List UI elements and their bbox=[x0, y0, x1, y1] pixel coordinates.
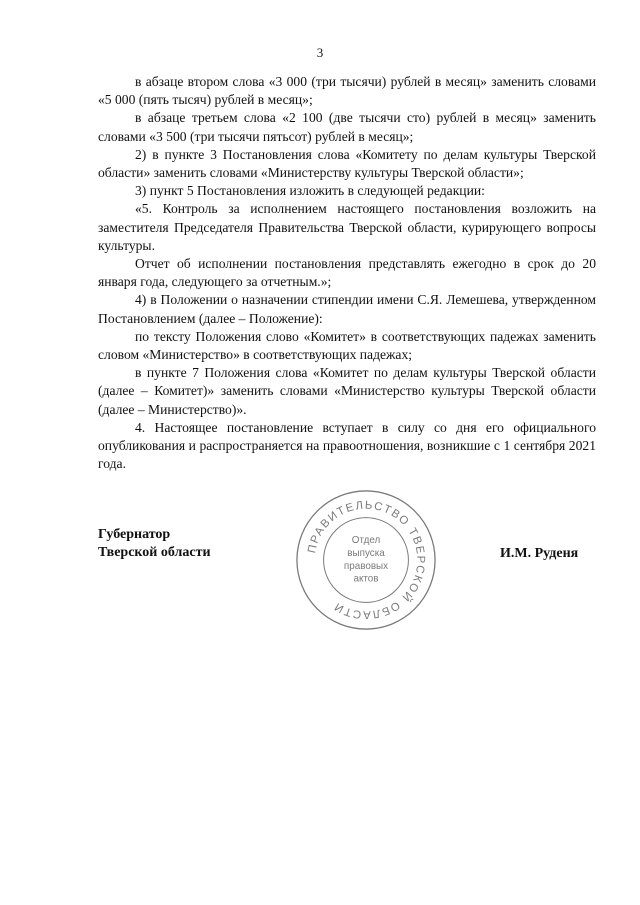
signatory-title-line-2: Тверской области bbox=[98, 545, 211, 560]
paragraph-1: в абзаце втором слова «3 000 (три тысячи) рублей в месяц» заменить словами «5 000 (пять тысяч) рублей в месяц»; bbox=[98, 74, 596, 108]
seal-center-line-1: Отдел bbox=[351, 535, 381, 547]
paragraph-6: Отчет об исполнении постановления представлять ежегодно в срок до 20 января года, следующего за отчетным.»; bbox=[98, 256, 596, 290]
signatory-title bbox=[98, 526, 211, 562]
seal-center-line-3: правовых bbox=[343, 560, 389, 572]
seal-center-line-4: актов bbox=[353, 573, 379, 585]
signatory-title-line-1: Губернатор bbox=[98, 527, 171, 542]
paragraph-2: в абзаце третьем слова «2 100 (две тысячи сто) рублей в месяц» заменить словами «3 500 (три тысячи пятьсот) рублей в месяц»; bbox=[98, 110, 596, 144]
signatory-name: И.М. Руденя bbox=[500, 546, 579, 561]
seal-graphic bbox=[292, 486, 440, 634]
paragraph-10: 4. Настоящее постановление вступает в силу со дня его официального опубликования и распространяется на правоотношения, возникшие с 1 сентября 2021 года. bbox=[98, 419, 596, 472]
paragraph-5: «5. Контроль за исполнением настоящего постановления возложить на заместителя Председателя Правительства Тверской области, курирующего вопросы культуры. bbox=[98, 201, 596, 253]
document-body bbox=[98, 73, 596, 473]
paragraph-7: 4) в Положении о назначении стипендии имени С.Я. Лемешева, утвержденном Постановлением (далее – Положение): bbox=[98, 292, 596, 326]
paragraph-8: по тексту Положения слово «Комитет» в соответствующих падежах заменить словом «Министерство» в соответствующих падежах; bbox=[98, 328, 596, 363]
page-number: 3 bbox=[316, 45, 324, 60]
paragraph-9: в пункте 7 Положения слова «Комитет по делам культуры Тверской области (далее – Комитет)» заменить словами «Министерство культуры Тверской области (далее – Министерство)». bbox=[98, 365, 596, 417]
paragraph-4: 3) пункт 5 Постановления изложить в следующей редакции: bbox=[135, 183, 485, 199]
official-seal bbox=[292, 486, 440, 634]
seal-ring-text: ПРАВИТЕЛЬСТВО ТВЕРСКОЙ ОБЛАСТИ bbox=[306, 499, 427, 621]
seal-center-line-2: выпуска bbox=[347, 548, 385, 560]
paragraph-3: 2) в пункте 3 Постановления слова «Комитету по делам культуры Тверской области» заменить словами «Министерству культуры Тверской области»; bbox=[98, 146, 596, 181]
